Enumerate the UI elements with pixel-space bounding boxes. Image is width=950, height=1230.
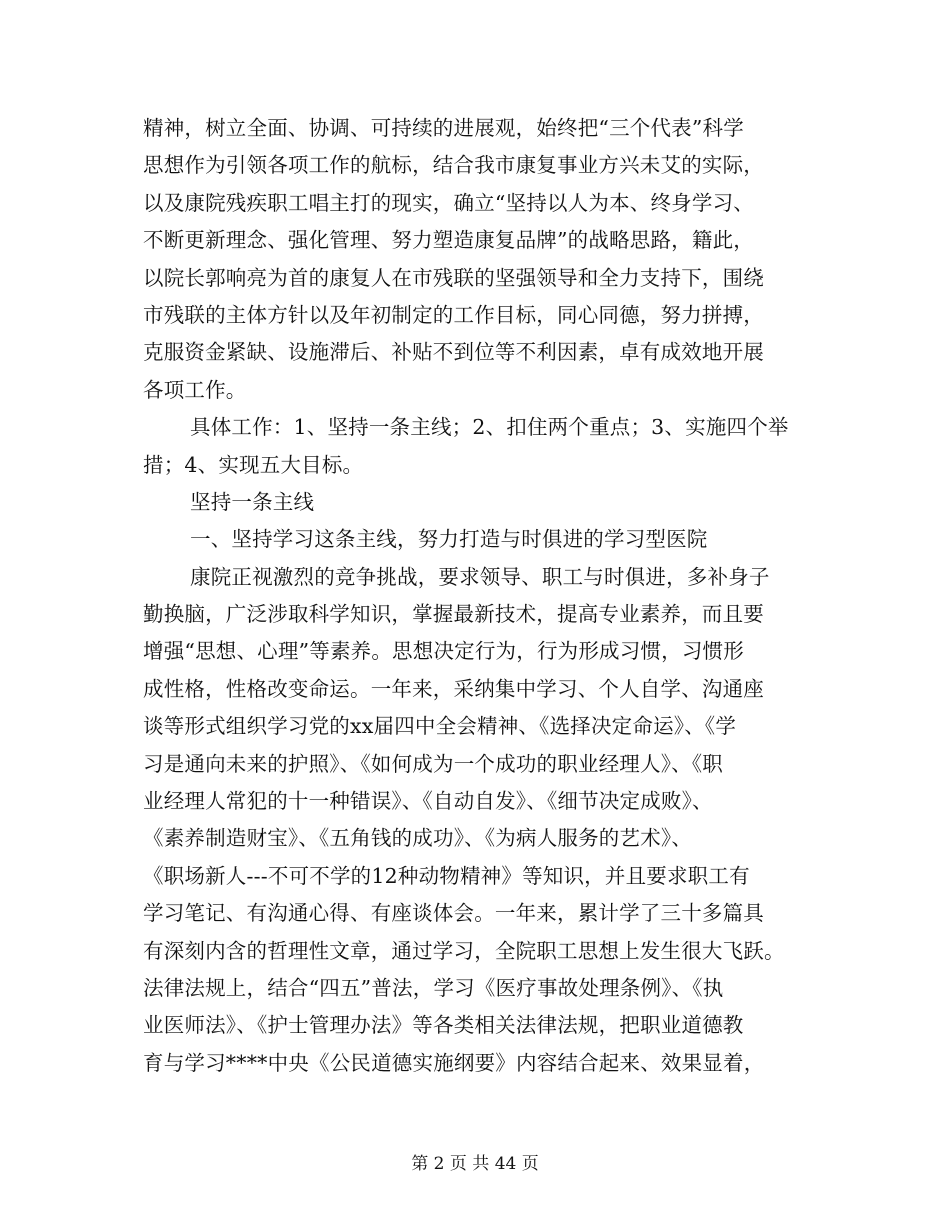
- text-line: 措；4、实现五大目标。: [143, 452, 364, 477]
- text-line: 育与学习****中央《公民道德实施纲要》内容结合起来、效果显着，: [143, 1050, 765, 1075]
- section-heading: 坚持一条主线: [190, 489, 315, 514]
- text-line: 以院长郭响亮为首的康复人在市残联的坚强领导和全力支持下，围绕: [143, 265, 764, 290]
- text-line: 学习笔记、有沟通心得、有座谈体会。一年来，累计学了三十多篇具: [143, 901, 764, 926]
- text-line: 具体工作：1、坚持一条主线；2、扣住两个重点；3、实施四个举: [190, 415, 789, 440]
- text-line: 有深刻内含的哲理性文章，通过学习，全院职工思想上发生很大飞跃。: [143, 938, 785, 963]
- text-line: 《素养制造财宝》、《五角钱的成功》、《为病人服务的艺术》、: [143, 826, 693, 851]
- text-line: 思想作为引领各项工作的航标，结合我市康复事业方兴未艾的实际，: [143, 153, 764, 178]
- text-line: 《职场新人---不可不学的12种动物精神》等知识，并且要求职工有: [143, 863, 750, 888]
- text-line: 习是通向未来的护照》、《如何成为一个成功的职业经理人》、《职: [143, 751, 723, 776]
- text-line: 法律法规上，结合“四五”普法，学习《医疗事故处理条例》、《执: [143, 975, 724, 1000]
- text-line: 谈等形式组织学习党的xx届四中全会精神、《选择决定命运》、《学: [143, 714, 737, 739]
- text-line: 成性格，性格改变命运。一年来，采纳集中学习、个人自学、沟通座: [143, 676, 764, 701]
- text-line: 业医师法》、《护士管理办法》等各类相关法律法规，把职业道德教: [143, 1013, 744, 1038]
- text-line: 以及康院残疾职工唱主打的现实，确立“坚持以人为本、终身学习、: [143, 190, 754, 215]
- text-line: 增强“思想、心理”等素养。思想决定行为，行为形成习惯，习惯形: [143, 639, 744, 664]
- document-body: [143, 110, 815, 1082]
- text-line: 克服资金紧缺、设施滞后、补贴不到位等不利因素，卓有成效地开展: [143, 340, 764, 365]
- text-line: 业经理人常犯的十一种错误》、《自动自发》、《细节决定成败》、: [143, 789, 713, 814]
- text-line: 各项工作。: [143, 377, 247, 402]
- text-line: 精神，树立全面、协调、可持续的进展观，始终把“三个代表”科学: [143, 116, 744, 140]
- page-number-footer: 第 2 页 共 44 页: [411, 1154, 539, 1174]
- text-line: 康院正视激烈的竞争挑战，要求领导、职工与时俱进，多补身子: [190, 564, 770, 589]
- text-line: 不断更新理念、强化管理、努力塑造康复品牌”的战略思路，籍此，: [143, 228, 754, 253]
- text-line: 勤换脑，广泛涉取科学知识，掌握最新技术，提高专业素养，而且要: [143, 602, 764, 627]
- text-line: 市残联的主体方针以及年初制定的工作目标，同心同德，努力拼搏，: [143, 302, 764, 327]
- subsection-heading: 一、坚持学习这条主线，努力打造与时俱进的学习型医院: [190, 527, 708, 552]
